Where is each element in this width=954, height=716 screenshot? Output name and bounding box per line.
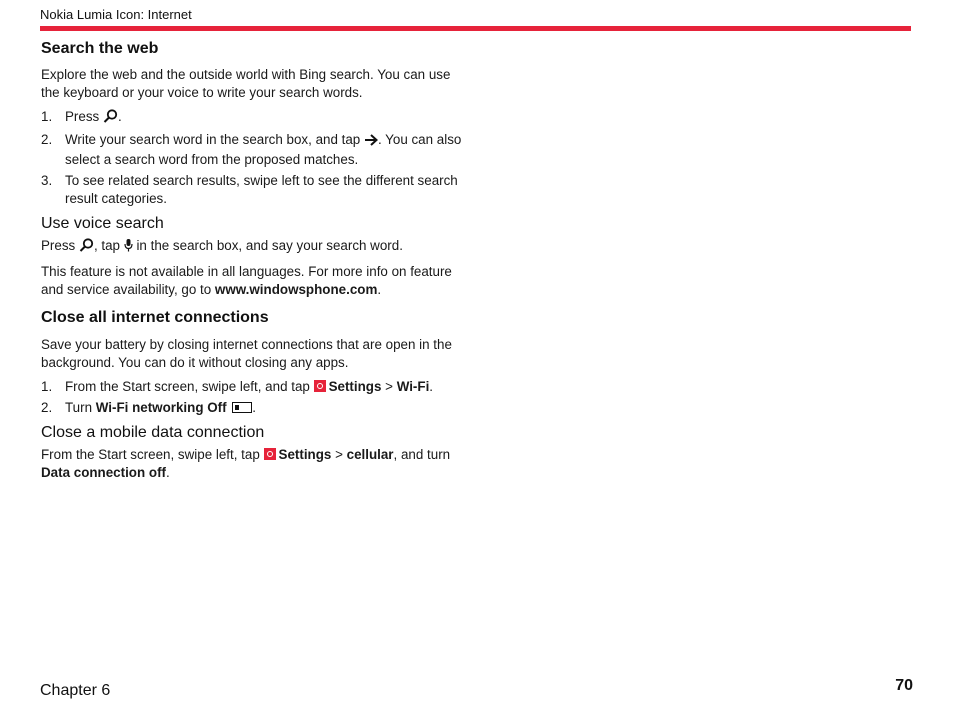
section-title-search: Search the web <box>41 40 159 57</box>
page-content <box>41 39 471 482</box>
list-item: 2. Write your search word in the search box, and tap . You can also select a search word from the proposed matches. <box>41 132 462 167</box>
header-divider <box>40 26 911 31</box>
section-title-voice: Use voice search <box>41 215 164 232</box>
list-item: 1. From the Start screen, swipe left, and tap Settings > Wi-Fi. <box>41 379 434 394</box>
close-all-steps <box>41 378 471 417</box>
search-icon <box>103 109 118 128</box>
arrow-right-icon <box>364 133 378 151</box>
voice-instructions: Press , tap in the search box, and say your search word. <box>41 237 471 257</box>
windowsphone-link[interactable]: www.windowsphone.com <box>214 282 378 297</box>
close-mobile-instructions: From the Start screen, swipe left, tap Settings > cellular, and turn Data connection off. <box>41 447 451 480</box>
microphone-icon <box>124 238 133 257</box>
voice-availability-note: This feature is not available in all languages. For more info on feature and service availability, go to www.windowsphone.com. <box>41 264 452 297</box>
search-icon <box>79 238 94 257</box>
page-number: 70 <box>895 677 913 694</box>
list-item: 1. Press . <box>41 108 471 128</box>
settings-icon <box>314 380 326 392</box>
running-header: Nokia Lumia Icon: Internet <box>40 7 192 22</box>
search-steps <box>41 108 471 208</box>
search-intro: Explore the web and the outside world with Bing search. You can use the keyboard or your voice to write your search words. <box>41 67 451 100</box>
settings-icon <box>264 448 276 460</box>
close-all-intro: Save your battery by closing internet connections that are open in the background. You can do it without closing any apps. <box>41 337 452 370</box>
list-item: 2. Turn Wi-Fi networking Off . <box>41 400 257 415</box>
section-title-close-all: Close all internet connections <box>41 309 269 326</box>
list-item: 3. To see related search results, swipe left to see the different search result categories. <box>41 173 458 206</box>
section-title-close-mobile: Close a mobile data connection <box>41 424 265 441</box>
footer-chapter: Chapter 6 <box>40 682 111 699</box>
toggle-off-icon <box>232 402 252 413</box>
